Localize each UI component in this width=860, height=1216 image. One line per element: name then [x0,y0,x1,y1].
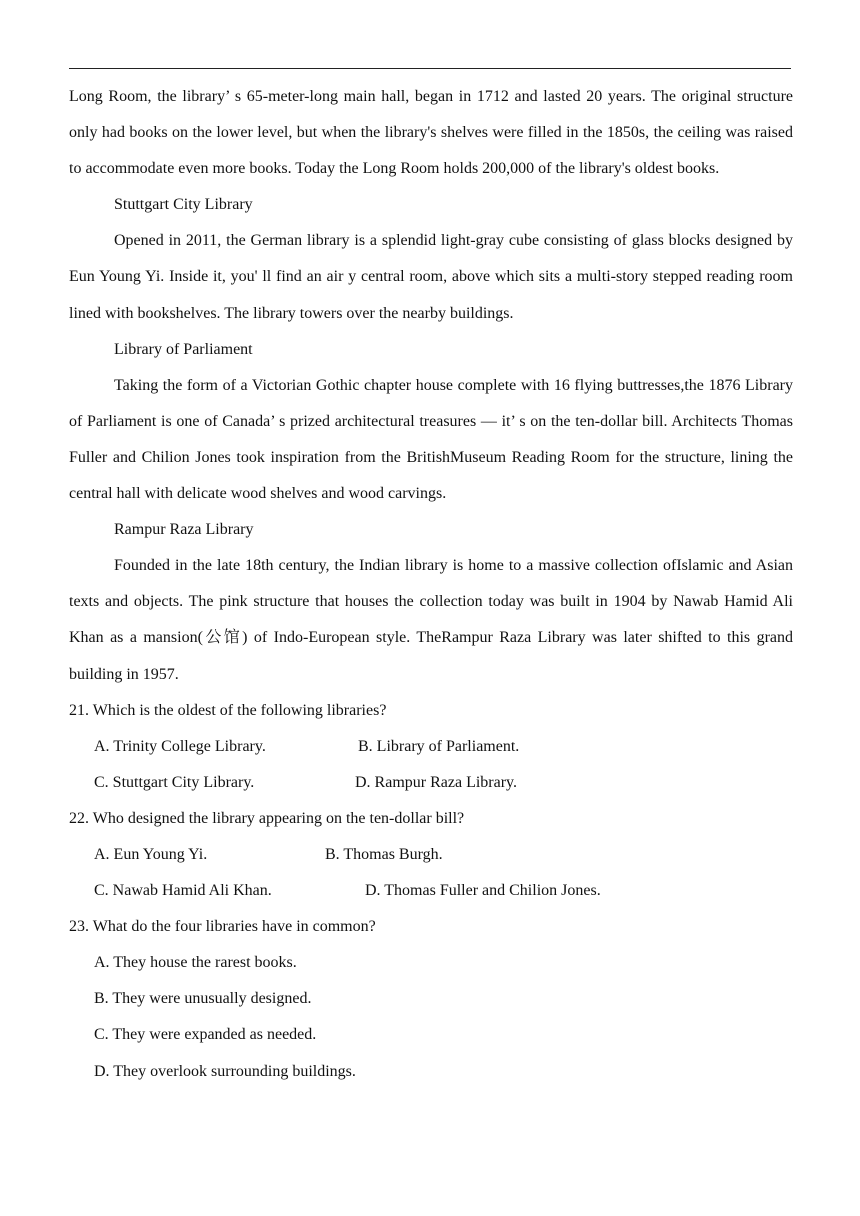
header-rule [69,68,791,69]
question-21-option-b: B. Library of Parliament. [358,737,520,755]
question-22-options-row-1 [69,837,793,873]
passage-paragraph-parliament: Taking the form of a Victorian Gothic chapter house complete with 16 flying buttresses,the 1876 Library of Parliament is one of Canada’ s prized architectural treasures — it’ s on the ten-dollar bill. Architects Thomas Fuller and Chilion Jones took inspiration from the BritishMuseum Reading Room for the structure, lining the central hall with delicate wood shelves and wood carvings. [69,376,793,503]
section-heading-rampur: Rampur Raza Library [114,521,254,539]
question-21-option-a: A. Trinity College Library. [94,737,266,755]
passage-paragraph-stuttgart: Opened in 2011, the German library is a splendid light-gray cube consisting of glass blocks designed by Eun Young Yi. Inside it, you' ll find an air y central room, above which sits a multi-story stepped reading room lined with bookshelves. The library towers over the nearby buildings. [69,232,793,322]
passage-paragraph-long-room: Long Room, the library’ s 65-meter-long main hall, began in 1712 and lasted 20 years. The original structure only had books on the lower level, but when the library's shelves were filled in the 1850s, the ceiling was raised to accommodate even more books. Today the Long Room holds 200,000 of the library's oldest books. [69,88,793,178]
question-23-option-c: C. They were expanded as needed. [94,1026,317,1044]
question-23-option-d: D. They overlook surrounding buildings. [94,1062,356,1080]
document-page [69,79,793,1090]
question-21-option-d: D. Rampur Raza Library. [355,773,518,791]
question-21-option-c: C. Stuttgart City Library. [94,773,255,791]
question-22-stem: 22. Who designed the library appearing on the ten-dollar bill? [69,809,465,827]
question-21-options-row-1 [69,729,793,765]
question-22-option-b: B. Thomas Burgh. [325,845,443,863]
question-23-stem: 23. What do the four libraries have in common? [69,918,376,936]
question-23-option-a: A. They house the rarest books. [94,954,297,972]
passage-paragraph-rampur: Founded in the late 18th century, the Indian library is home to a massive collection ofIslamic and Asian texts and objects. The pink structure that houses the collection today was built in 1904 by Nawab Hamid Ali Khan as a mansion(公馆) of Indo-European style. TheRampur Raza Library was later shifted to this grand building in 1957. [69,557,793,683]
question-23-option-b: B. They were unusually designed. [94,990,312,1008]
section-heading-parliament: Library of Parliament [114,340,253,358]
section-heading-stuttgart: Stuttgart City Library [114,196,253,214]
question-21-options-row-2 [69,765,793,801]
question-21-stem: 21. Which is the oldest of the following libraries? [69,701,387,719]
question-22-option-c: C. Nawab Hamid Ali Khan. [94,882,272,900]
question-22-options-row-2 [69,873,793,909]
question-22-option-d: D. Thomas Fuller and Chilion Jones. [365,882,601,900]
question-22-option-a: A. Eun Young Yi. [94,845,208,863]
